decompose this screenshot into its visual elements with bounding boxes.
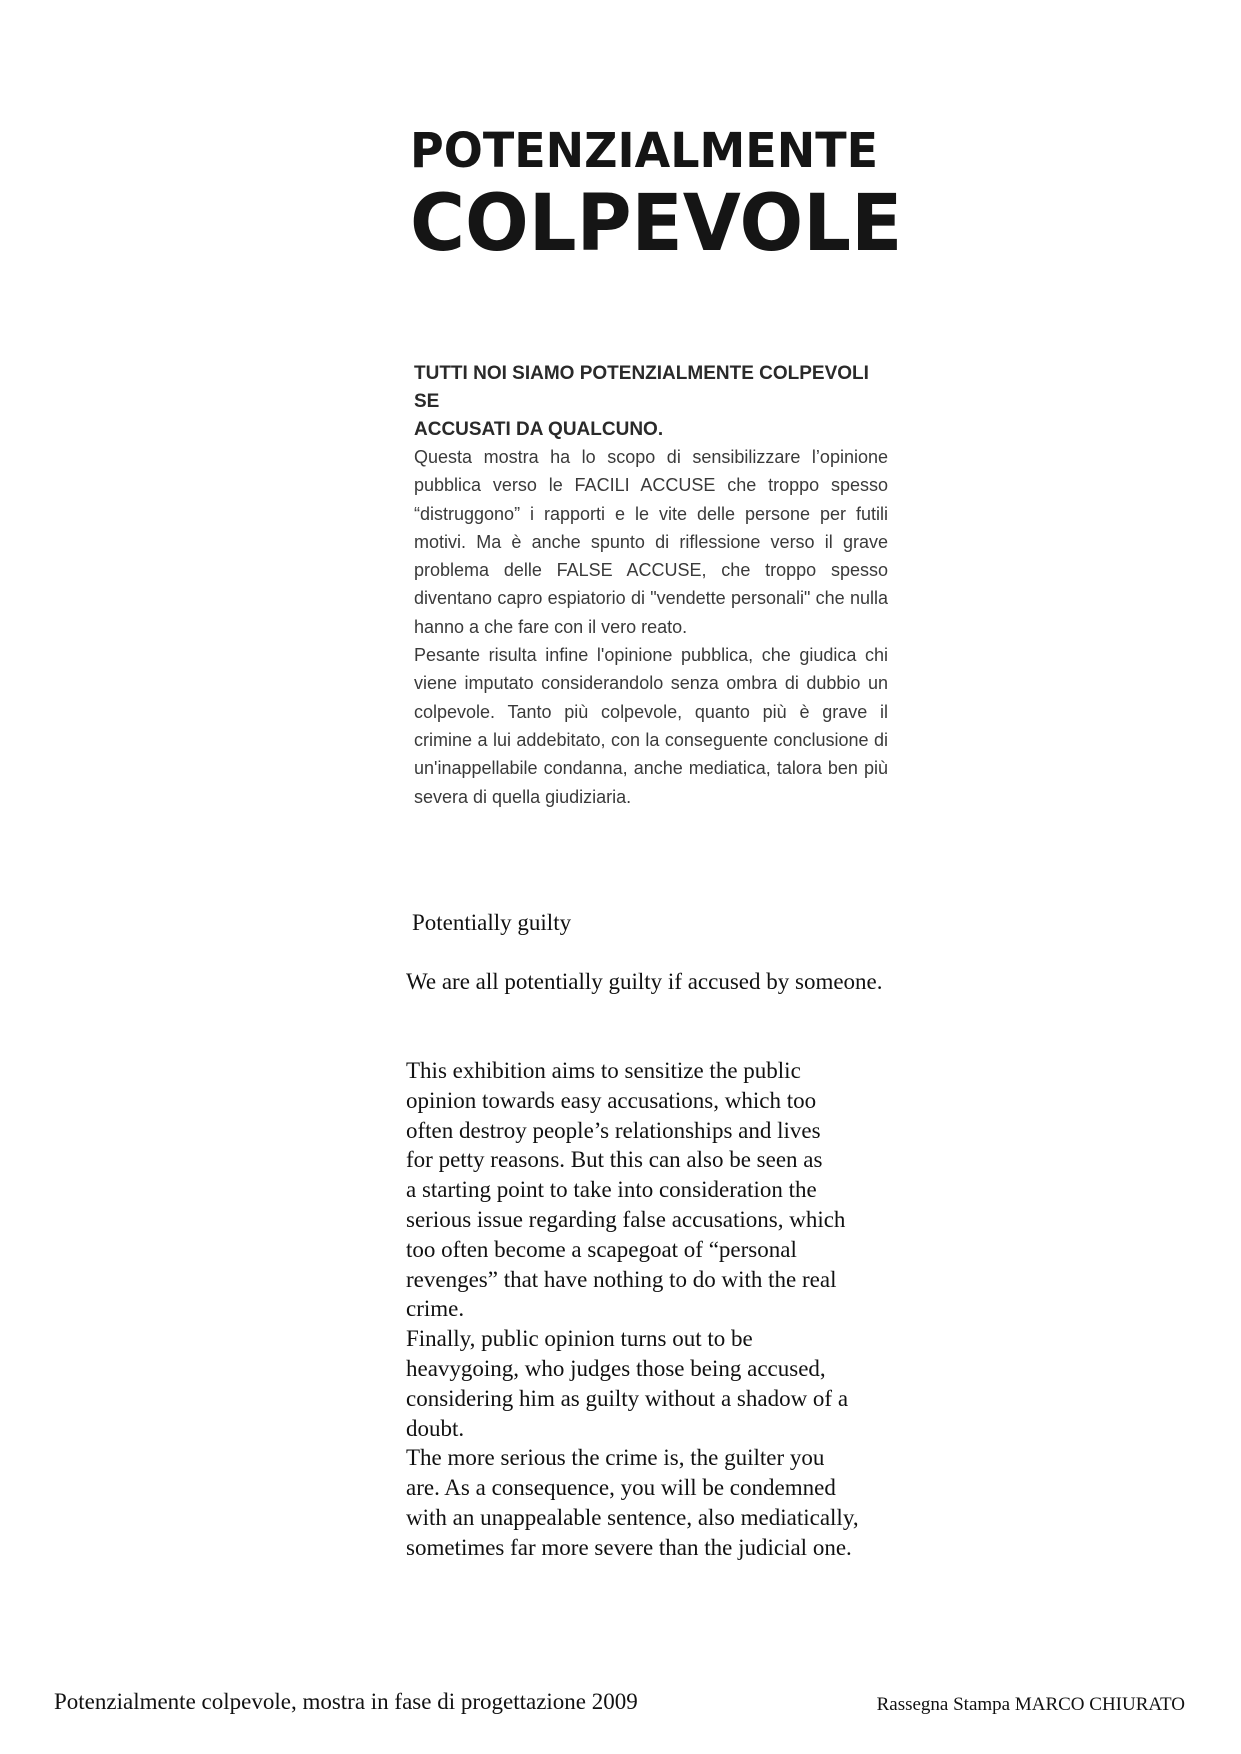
italian-paragraph-2: Pesante risulta infine l'opinione pubblica, che giudica chi viene imputato considerandolo senza ombra di dubbio un colpevole. Tanto più colpevole, quanto più è grave il crimine a lui addebitato, con la conseguente conclusione di un'inappellabile condanna, anche mediatica, talora ben più severa di quella giudiziaria. bbox=[414, 645, 888, 807]
italian-heading bbox=[414, 360, 894, 444]
title-line-2: COLPEVOLE bbox=[410, 176, 903, 270]
english-intro: We are all potentially guilty if accused by someone. bbox=[406, 969, 883, 994]
exhibition-title bbox=[410, 121, 903, 270]
italian-heading-line-2: ACCUSATI DA QUALCUNO. bbox=[414, 419, 664, 440]
footer-caption: Potenzialmente colpevole, mostra in fase di progettazione 2009 bbox=[54, 1689, 638, 1714]
italian-heading-line-1: TUTTI NOI SIAMO POTENZIALMENTE COLPEVOLI SE bbox=[414, 363, 869, 412]
english-paragraph-1: This exhibition aims to sensitize the public opinion towards easy accusations, which too often destroy people’s relationships and lives for petty reasons. But this can also be seen as a starting point to take into consideration the serious issue regarding false accusations, which too often become a scapegoat of “personal revenges” that have nothing to do with the real crime. bbox=[406, 1058, 846, 1322]
title-line-1: POTENZIALMENTE bbox=[410, 121, 878, 179]
english-paragraph-2: Finally, public opinion turns out to be heavygoing, who judges those being accused, considering him as guilty without a shadow of a doubt. bbox=[406, 1326, 849, 1441]
english-paragraph-3: The more serious the crime is, the guilter you are. As a consequence, you will be condemned with an unappealable sentence, also mediatically, sometimes far more severe than the judicial one. bbox=[406, 1445, 859, 1560]
italian-body bbox=[414, 443, 888, 811]
english-body bbox=[406, 1056, 926, 1563]
italian-paragraph-1: Questa mostra ha lo scopo di sensibilizzare l’opinione pubblica verso le FACILI ACCUSE che troppo spesso “distruggono” i rapporti e le vite delle persone per futili motivi. Ma è anche spunto di riflessione verso il grave problema delle FALSE ACCUSE, che troppo spesso diventano capro espiatorio di "vendette personali" che nulla hanno a che fare con il vero reato. bbox=[414, 447, 888, 637]
english-title: Potentially guilty bbox=[412, 910, 572, 935]
footer-source: Rassegna Stampa MARCO CHIURATO bbox=[876, 1694, 1185, 1715]
